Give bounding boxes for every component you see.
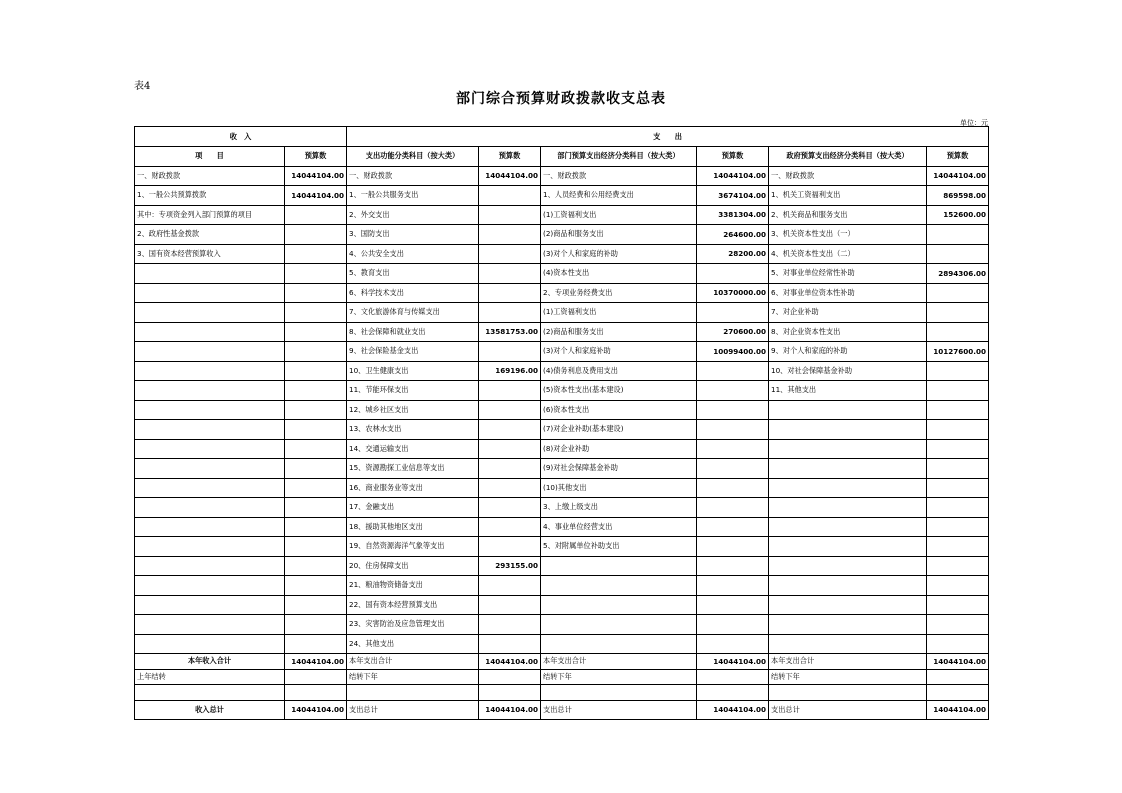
- func-budget-cell: [479, 225, 541, 245]
- income-budget-cell: [285, 361, 347, 381]
- year-total-row-label: 本年支出合计: [541, 654, 697, 670]
- income-budget-cell: 14044104.00: [285, 166, 347, 186]
- func-item-cell: 21、粮油物资储备支出: [347, 576, 479, 596]
- col-header-func: 支出功能分类科目（按大类）: [347, 147, 479, 167]
- gov-budget-cell: [927, 498, 989, 518]
- func-budget-cell: [479, 205, 541, 225]
- dept-item-cell: [541, 634, 697, 654]
- blank-cell: [135, 685, 285, 701]
- dept-budget-cell: [697, 400, 769, 420]
- table-row: [135, 342, 989, 362]
- year-total-row-label: 本年收入合计: [135, 654, 285, 670]
- col-header-gov: 政府预算支出经济分类科目（按大类）: [769, 147, 927, 167]
- gov-budget-cell: [927, 595, 989, 615]
- gov-budget-cell: [927, 303, 989, 323]
- func-item-cell: 19、自然资源海洋气象等支出: [347, 537, 479, 557]
- func-item-cell: 12、城乡社区支出: [347, 400, 479, 420]
- func-budget-cell: [479, 400, 541, 420]
- income-budget-cell: [285, 517, 347, 537]
- gov-item-cell: 10、对社会保障基金补助: [769, 361, 927, 381]
- income-item-cell: [135, 459, 285, 479]
- func-item-cell: 10、卫生健康支出: [347, 361, 479, 381]
- income-item-cell: 一、财政拨款: [135, 166, 285, 186]
- income-budget-cell: [285, 400, 347, 420]
- carryover-row: [135, 669, 989, 685]
- dept-item-cell: (8)对企业补助: [541, 439, 697, 459]
- dept-budget-cell: [697, 264, 769, 284]
- func-budget-cell: [479, 244, 541, 264]
- income-item-cell: [135, 361, 285, 381]
- blank-cell: [479, 685, 541, 701]
- dept-budget-cell: 3381304.00: [697, 205, 769, 225]
- gov-item-cell: 4、机关资本性支出（二）: [769, 244, 927, 264]
- dept-budget-cell: 270600.00: [697, 322, 769, 342]
- func-item-cell: 2、外交支出: [347, 205, 479, 225]
- income-budget-cell: [285, 439, 347, 459]
- table-row: [135, 498, 989, 518]
- income-item-cell: [135, 264, 285, 284]
- gov-item-cell: [769, 498, 927, 518]
- income-budget-cell: [285, 498, 347, 518]
- income-budget-cell: [285, 615, 347, 635]
- gov-item-cell: 3、机关资本性支出（一）: [769, 225, 927, 245]
- gov-budget-cell: [927, 381, 989, 401]
- gov-budget-cell: [927, 537, 989, 557]
- year-total-row-amount: 14044104.00: [697, 654, 769, 670]
- gov-budget-cell: [927, 478, 989, 498]
- dept-budget-cell: [697, 615, 769, 635]
- dept-item-cell: (6)资本性支出: [541, 400, 697, 420]
- income-budget-cell: [285, 225, 347, 245]
- dept-item-cell: (3)对个人和家庭补助: [541, 342, 697, 362]
- gov-item-cell: 8、对企业资本性支出: [769, 322, 927, 342]
- income-budget-cell: 14044104.00: [285, 186, 347, 206]
- gov-item-cell: 一、财政拨款: [769, 166, 927, 186]
- table-row: [135, 303, 989, 323]
- column-header-row: [135, 147, 989, 167]
- dept-item-cell: 4、事业单位经营支出: [541, 517, 697, 537]
- carryover-row-label: 上年结转: [135, 669, 285, 685]
- gov-item-cell: 11、其他支出: [769, 381, 927, 401]
- gov-item-cell: [769, 576, 927, 596]
- income-item-cell: [135, 400, 285, 420]
- gov-budget-cell: [927, 420, 989, 440]
- func-budget-cell: [479, 381, 541, 401]
- func-item-cell: 5、教育支出: [347, 264, 479, 284]
- table-row: [135, 244, 989, 264]
- gov-item-cell: 5、对事业单位经常性补助: [769, 264, 927, 284]
- year-total-row: [135, 654, 989, 670]
- income-budget-cell: [285, 478, 347, 498]
- func-budget-cell: [479, 478, 541, 498]
- dept-budget-cell: [697, 459, 769, 479]
- gov-budget-cell: [927, 634, 989, 654]
- dept-budget-cell: 28200.00: [697, 244, 769, 264]
- table-row: [135, 166, 989, 186]
- func-item-cell: 15、资源勘探工业信息等支出: [347, 459, 479, 479]
- dept-item-cell: (1)工资福利支出: [541, 205, 697, 225]
- table-row: [135, 186, 989, 206]
- carryover-row-amount: [479, 669, 541, 685]
- income-item-cell: [135, 517, 285, 537]
- income-item-cell: [135, 283, 285, 303]
- func-budget-cell: [479, 537, 541, 557]
- table-row: [135, 400, 989, 420]
- income-item-cell: 2、政府性基金拨款: [135, 225, 285, 245]
- income-item-cell: [135, 381, 285, 401]
- dept-budget-cell: [697, 498, 769, 518]
- income-item-cell: [135, 478, 285, 498]
- year-total-row-amount: 14044104.00: [285, 654, 347, 670]
- grand-total-row-label: 支出总计: [769, 700, 927, 720]
- income-budget-cell: [285, 556, 347, 576]
- dept-item-cell: 2、专项业务经费支出: [541, 283, 697, 303]
- grand-total-row-amount: 14044104.00: [927, 700, 989, 720]
- table-row: [135, 322, 989, 342]
- gov-budget-cell: [927, 244, 989, 264]
- func-budget-cell: [479, 615, 541, 635]
- income-item-cell: [135, 439, 285, 459]
- income-item-cell: 1、一般公共预算拨款: [135, 186, 285, 206]
- gov-item-cell: 2、机关商品和服务支出: [769, 205, 927, 225]
- dept-item-cell: [541, 556, 697, 576]
- income-budget-cell: [285, 322, 347, 342]
- dept-item-cell: (2)商品和服务支出: [541, 322, 697, 342]
- dept-item-cell: (4)资本性支出: [541, 264, 697, 284]
- func-budget-cell: [479, 420, 541, 440]
- func-item-cell: 11、节能环保支出: [347, 381, 479, 401]
- dept-item-cell: 3、上缴上级支出: [541, 498, 697, 518]
- dept-item-cell: (5)资本性支出(基本建设): [541, 381, 697, 401]
- carryover-row-label: 结转下年: [541, 669, 697, 685]
- income-item-cell: [135, 595, 285, 615]
- table-row: [135, 420, 989, 440]
- income-item-cell: [135, 556, 285, 576]
- func-item-cell: 4、公共安全支出: [347, 244, 479, 264]
- dept-budget-cell: [697, 361, 769, 381]
- dept-budget-cell: [697, 537, 769, 557]
- dept-item-cell: 一、财政拨款: [541, 166, 697, 186]
- col-header-budget: 预算数: [697, 147, 769, 167]
- income-item-cell: [135, 303, 285, 323]
- gov-item-cell: [769, 517, 927, 537]
- dept-budget-cell: 10099400.00: [697, 342, 769, 362]
- dept-budget-cell: 3674104.00: [697, 186, 769, 206]
- income-budget-cell: [285, 576, 347, 596]
- func-item-cell: 一、财政拨款: [347, 166, 479, 186]
- gov-item-cell: [769, 595, 927, 615]
- func-budget-cell: 293155.00: [479, 556, 541, 576]
- dept-budget-cell: [697, 420, 769, 440]
- income-budget-cell: [285, 595, 347, 615]
- gov-item-cell: [769, 537, 927, 557]
- table-row: [135, 478, 989, 498]
- col-header-item: 项 目: [135, 147, 285, 167]
- gov-budget-cell: [927, 576, 989, 596]
- gov-item-cell: [769, 400, 927, 420]
- year-total-row-amount: 14044104.00: [479, 654, 541, 670]
- income-item-cell: [135, 420, 285, 440]
- blank-cell: [769, 685, 927, 701]
- blank-cell: [347, 685, 479, 701]
- col-header-budget: 预算数: [927, 147, 989, 167]
- gov-budget-cell: [927, 459, 989, 479]
- income-budget-cell: [285, 381, 347, 401]
- gov-budget-cell: [927, 283, 989, 303]
- expense-group-header: 支 出: [347, 127, 989, 147]
- carryover-row-amount: [285, 669, 347, 685]
- carryover-row-amount: [697, 669, 769, 685]
- table-row: [135, 459, 989, 479]
- gov-budget-cell: 2894306.00: [927, 264, 989, 284]
- grand-total-row-label: 支出总计: [541, 700, 697, 720]
- func-item-cell: 3、国防支出: [347, 225, 479, 245]
- func-item-cell: 17、金融支出: [347, 498, 479, 518]
- col-header-budget: 预算数: [285, 147, 347, 167]
- func-budget-cell: [479, 342, 541, 362]
- income-budget-cell: [285, 283, 347, 303]
- func-budget-cell: [479, 576, 541, 596]
- func-budget-cell: [479, 459, 541, 479]
- income-budget-cell: [285, 459, 347, 479]
- carryover-row-amount: [927, 669, 989, 685]
- col-header-dept: 部门预算支出经济分类科目（按大类）: [541, 147, 697, 167]
- income-budget-cell: [285, 205, 347, 225]
- dept-budget-cell: [697, 576, 769, 596]
- grand-total-row-amount: 14044104.00: [479, 700, 541, 720]
- blank-cell: [541, 685, 697, 701]
- gov-budget-cell: 14044104.00: [927, 166, 989, 186]
- func-item-cell: 14、交通运输支出: [347, 439, 479, 459]
- func-budget-cell: [479, 303, 541, 323]
- func-item-cell: 7、文化旅游体育与传媒支出: [347, 303, 479, 323]
- carryover-row-label: 结转下年: [347, 669, 479, 685]
- year-total-row-label: 本年支出合计: [347, 654, 479, 670]
- table-row: [135, 517, 989, 537]
- income-budget-cell: [285, 634, 347, 654]
- func-budget-cell: [479, 517, 541, 537]
- table-row: [135, 634, 989, 654]
- table-row: [135, 537, 989, 557]
- gov-item-cell: [769, 556, 927, 576]
- blank-cell: [697, 685, 769, 701]
- gov-budget-cell: 869598.00: [927, 186, 989, 206]
- table-row: [135, 283, 989, 303]
- dept-budget-cell: 264600.00: [697, 225, 769, 245]
- func-budget-cell: [479, 595, 541, 615]
- grand-total-row-label: 收入总计: [135, 700, 285, 720]
- grand-total-row: [135, 700, 989, 720]
- table-row: [135, 595, 989, 615]
- dept-item-cell: [541, 615, 697, 635]
- dept-item-cell: [541, 595, 697, 615]
- func-budget-cell: [479, 498, 541, 518]
- func-item-cell: 20、住房保障支出: [347, 556, 479, 576]
- gov-item-cell: 1、机关工资福利支出: [769, 186, 927, 206]
- func-item-cell: 18、援助其他地区支出: [347, 517, 479, 537]
- grand-total-row-amount: 14044104.00: [697, 700, 769, 720]
- table-row: [135, 381, 989, 401]
- income-item-cell: 其中：专项资金列入部门预算的项目: [135, 205, 285, 225]
- func-budget-cell: [479, 283, 541, 303]
- gov-item-cell: [769, 420, 927, 440]
- income-item-cell: [135, 498, 285, 518]
- income-budget-cell: [285, 537, 347, 557]
- dept-budget-cell: [697, 634, 769, 654]
- dept-item-cell: (2)商品和服务支出: [541, 225, 697, 245]
- dept-item-cell: (3)对个人和家庭的补助: [541, 244, 697, 264]
- func-item-cell: 23、灾害防治及应急管理支出: [347, 615, 479, 635]
- income-group-header: 收 入: [135, 127, 347, 147]
- unit-label: 单位：元: [960, 119, 988, 127]
- group-header-row: [135, 127, 989, 147]
- func-budget-cell: [479, 186, 541, 206]
- dept-budget-cell: [697, 556, 769, 576]
- gov-budget-cell: [927, 361, 989, 381]
- gov-budget-cell: 152600.00: [927, 205, 989, 225]
- func-item-cell: 24、其他支出: [347, 634, 479, 654]
- carryover-row-label: 结转下年: [769, 669, 927, 685]
- func-item-cell: 8、社会保障和就业支出: [347, 322, 479, 342]
- table-row: [135, 264, 989, 284]
- gov-item-cell: 7、对企业补助: [769, 303, 927, 323]
- income-budget-cell: [285, 303, 347, 323]
- gov-budget-cell: [927, 517, 989, 537]
- table-row: [135, 205, 989, 225]
- gov-item-cell: [769, 634, 927, 654]
- year-total-row-label: 本年支出合计: [769, 654, 927, 670]
- blank-cell: [927, 685, 989, 701]
- func-item-cell: 1、一般公共服务支出: [347, 186, 479, 206]
- income-item-cell: [135, 322, 285, 342]
- grand-total-row-label: 支出总计: [347, 700, 479, 720]
- gov-budget-cell: [927, 322, 989, 342]
- dept-budget-cell: 14044104.00: [697, 166, 769, 186]
- dept-item-cell: [541, 576, 697, 596]
- dept-budget-cell: [697, 517, 769, 537]
- grand-total-row-amount: 14044104.00: [285, 700, 347, 720]
- gov-budget-cell: [927, 615, 989, 635]
- func-budget-cell: [479, 439, 541, 459]
- func-budget-cell: [479, 634, 541, 654]
- gov-budget-cell: 10127600.00: [927, 342, 989, 362]
- table-number: 表4: [134, 81, 151, 92]
- dept-budget-cell: [697, 478, 769, 498]
- func-item-cell: 13、农林水支出: [347, 420, 479, 440]
- dept-budget-cell: [697, 439, 769, 459]
- dept-item-cell: 5、对附属单位补助支出: [541, 537, 697, 557]
- dept-item-cell: (7)对企业补助(基本建设): [541, 420, 697, 440]
- gov-budget-cell: [927, 439, 989, 459]
- income-item-cell: [135, 537, 285, 557]
- gov-item-cell: [769, 478, 927, 498]
- func-item-cell: 6、科学技术支出: [347, 283, 479, 303]
- col-header-budget: 预算数: [479, 147, 541, 167]
- income-item-cell: 3、国有资本经营预算收入: [135, 244, 285, 264]
- table-row: [135, 439, 989, 459]
- func-budget-cell: 13581753.00: [479, 322, 541, 342]
- func-item-cell: 9、社会保险基金支出: [347, 342, 479, 362]
- income-item-cell: [135, 634, 285, 654]
- table-row: [135, 556, 989, 576]
- func-budget-cell: 14044104.00: [479, 166, 541, 186]
- year-total-row-amount: 14044104.00: [927, 654, 989, 670]
- blank-cell: [285, 685, 347, 701]
- dept-item-cell: (4)债务利息及费用支出: [541, 361, 697, 381]
- income-budget-cell: [285, 264, 347, 284]
- func-budget-cell: 169196.00: [479, 361, 541, 381]
- gov-item-cell: [769, 439, 927, 459]
- dept-budget-cell: [697, 381, 769, 401]
- dept-item-cell: 1、人员经费和公用经费支出: [541, 186, 697, 206]
- table-row: [135, 361, 989, 381]
- budget-table: [134, 126, 989, 720]
- income-item-cell: [135, 576, 285, 596]
- gov-budget-cell: [927, 400, 989, 420]
- income-budget-cell: [285, 420, 347, 440]
- table-row: [135, 225, 989, 245]
- gov-item-cell: [769, 615, 927, 635]
- dept-budget-cell: 10370000.00: [697, 283, 769, 303]
- gov-budget-cell: [927, 225, 989, 245]
- dept-budget-cell: [697, 303, 769, 323]
- gov-item-cell: 9、对个人和家庭的补助: [769, 342, 927, 362]
- gov-budget-cell: [927, 556, 989, 576]
- income-item-cell: [135, 615, 285, 635]
- income-budget-cell: [285, 244, 347, 264]
- dept-item-cell: (10)其他支出: [541, 478, 697, 498]
- func-budget-cell: [479, 264, 541, 284]
- income-item-cell: [135, 342, 285, 362]
- gov-item-cell: 6、对事业单位资本性补助: [769, 283, 927, 303]
- blank-row: [135, 685, 989, 701]
- dept-budget-cell: [697, 595, 769, 615]
- income-budget-cell: [285, 342, 347, 362]
- page-title: 部门综合预算财政拨款收支总表: [456, 91, 666, 107]
- table-row: [135, 576, 989, 596]
- table-row: [135, 615, 989, 635]
- func-item-cell: 22、国有资本经营预算支出: [347, 595, 479, 615]
- func-item-cell: 16、商业服务业等支出: [347, 478, 479, 498]
- dept-item-cell: (9)对社会保障基金补助: [541, 459, 697, 479]
- gov-item-cell: [769, 459, 927, 479]
- dept-item-cell: (1)工资福利支出: [541, 303, 697, 323]
